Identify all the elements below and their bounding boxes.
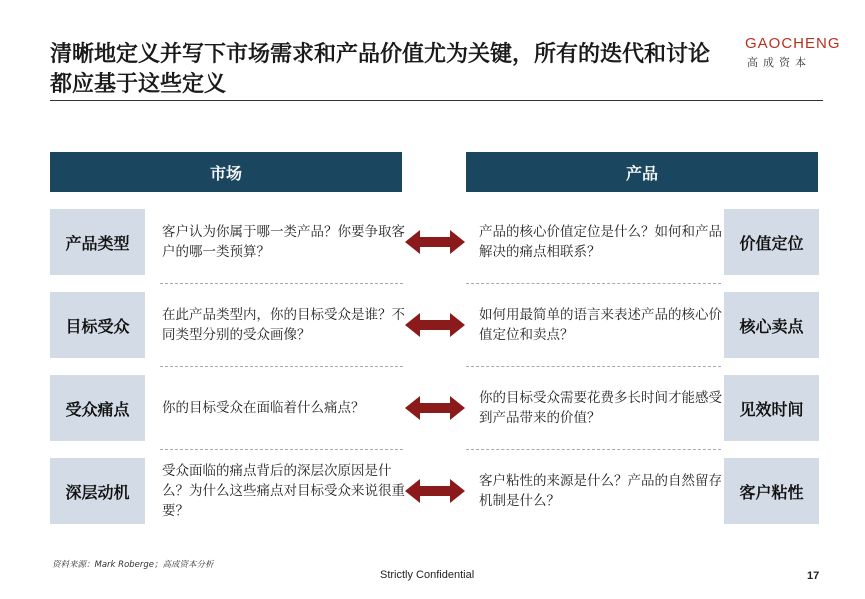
confidential-footer: Strictly Confidential [380, 569, 475, 581]
right-tag: 客户粘性 [724, 458, 819, 524]
row-separator [160, 283, 403, 284]
left-tag: 深层动机 [50, 458, 145, 524]
row-separator [466, 449, 721, 450]
left-tag: 受众痛点 [50, 375, 145, 441]
row-separator [160, 366, 403, 367]
left-description: 客户认为你属于哪一类产品？你要争取客户的哪一类预算？ [162, 224, 405, 260]
left-description: 受众面临的痛点背后的深层次原因是什么？为什么这些痛点对目标受众来说很重要？ [162, 463, 405, 519]
left-description: 在此产品类型内，你的目标受众是谁？不同类型分别的受众画像？ [162, 307, 405, 343]
logo-text-cn: 高成资本 [747, 56, 811, 69]
right-description: 产品的核心价值定位是什么？如何和产品解决的痛点相联系？ [479, 224, 722, 260]
double-arrow-icon [405, 479, 465, 503]
product-header: 产品 [466, 152, 818, 192]
double-arrow-icon [405, 396, 465, 420]
double-arrow-icon [405, 230, 465, 254]
market-header: 市场 [50, 152, 402, 192]
right-tag: 见效时间 [724, 375, 819, 441]
page-number: 17 [807, 570, 820, 582]
right-description: 你的目标受众需要花费多长时间才能感受到产品带来的价值？ [479, 390, 722, 426]
right-tag: 价值定位 [724, 209, 819, 275]
row-separator [160, 449, 403, 450]
row-separator [466, 366, 721, 367]
page-title: 清晰地定义并写下市场需求和产品价值尤为关键，所有的迭代和讨论都应基于这些定义 [50, 42, 711, 97]
row-separator [466, 283, 721, 284]
left-description: 你的目标受众在面临着什么痛点？ [162, 400, 365, 416]
left-tag: 目标受众 [50, 292, 145, 358]
right-description: 客户粘性的来源是什么？产品的自然留存机制是什么？ [479, 473, 722, 509]
logo-text-en: GAOCHENG [745, 35, 841, 52]
right-tag: 核心卖点 [724, 292, 819, 358]
source-note: 资料来源：Mark Roberge；高成资本分析 [52, 560, 214, 570]
right-description: 如何用最简单的语言来表述产品的核心价值定位和卖点？ [479, 307, 722, 343]
left-tag: 产品类型 [50, 209, 145, 275]
title-divider [50, 100, 823, 101]
double-arrow-icon [405, 313, 465, 337]
